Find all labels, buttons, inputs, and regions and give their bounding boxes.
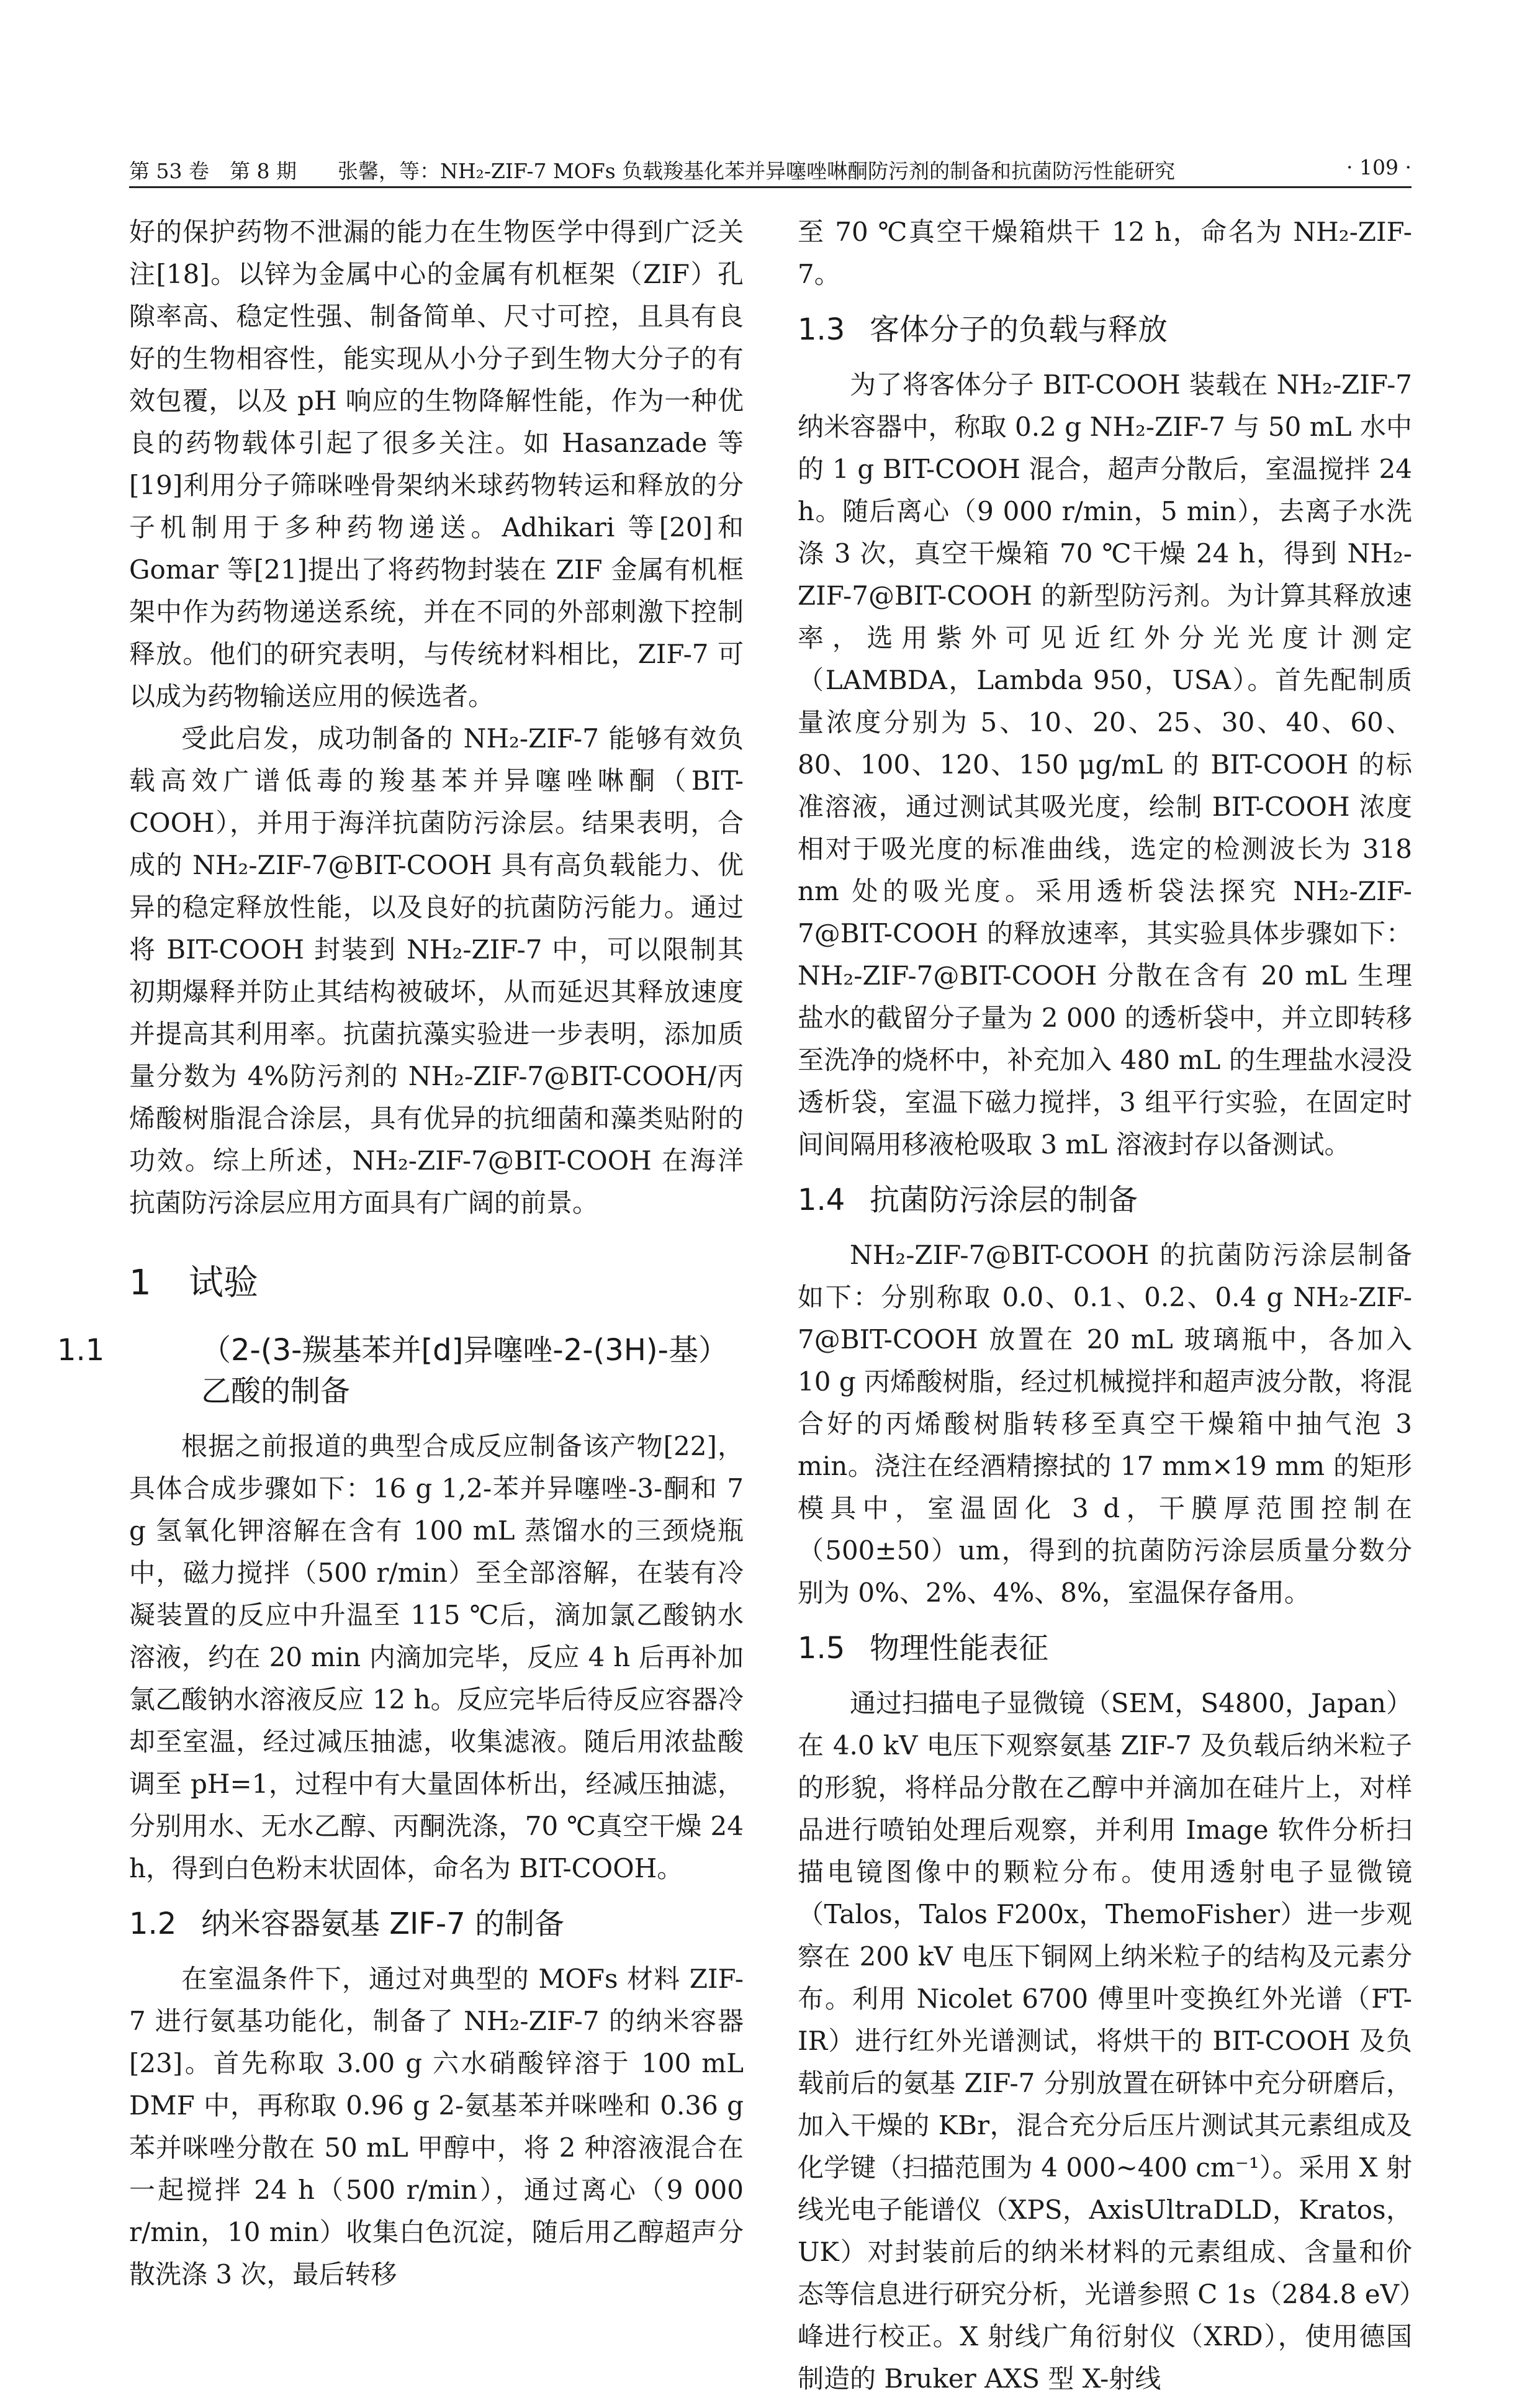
section-1-5-heading xyxy=(798,1628,1412,1669)
section-number: 1.2 xyxy=(129,1906,177,1941)
section-1-3-paragraph: 为了将客体分子 BIT-COOH 装载在 NH₂-ZIF-7 纳米容器中，称取 0.2 g NH₂-ZIF-7 与 50 mL 水中的 1 g BIT-COOH 混合，超声分散后，室温搅拌 24 h。随后离心（9 000 r/min，5 min），去离子水洗涤 3 次，真空干燥箱 70 ℃干燥 24 h，得到 NH₂-ZIF-7@BIT-COOH 的新型防污剂。为计算其释放速率，选用紫外可见近红外分光光度计测定（LAMBDA，Lambda 950，USA）。首先配制质量浓度分别为 5、10、20、25、30、40、60、80、100、120、150 μg/mL 的 BIT-COOH 的标准溶液，通过测试其吸光度，绘制 BIT-COOH 浓度相对于吸光度的标准曲线，选定的检测波长为 318 nm 处的吸光度。采用透析袋法探究 NH₂-ZIF-7@BIT-COOH 的释放速率，其实验具体步骤如下：NH₂-ZIF-7@BIT-COOH 分散在含有 20 mL 生理盐水的截留分子量为 2 000 的透析袋中，并立即转移至洗净的烧杯中，补充加入 480 mL 的生理盐水浸没透析袋，室温下磁力搅拌，3 组平行实验，在固定时间间隔用移液枪吸取 3 mL 溶液封存以备测试。 xyxy=(798,369,1412,1160)
section-1-2-paragraph: 在室温条件下，通过对典型的 MOFs 材料 ZIF-7 进行氨基功能化，制备了 NH₂-ZIF-7 的纳米容器[23]。首先称取 3.00 g 六水硝酸锌溶于 100 mL DMF 中，再称取 0.96 g 2-氨基苯并咪唑和 0.36 g 苯并咪唑分散在 50 mL 甲醇中，将 2 种溶液混合在一起搅拌 24 h（500 r/min），通过离心（9 000 r/min，10 min）收集白色沉淀，随后用乙醇超声分散洗涤 3 次，最后转移 xyxy=(129,1964,744,2289)
section-title: 抗菌防污涂层的制备 xyxy=(870,1183,1138,1217)
section-title: 试验 xyxy=(189,1263,258,1303)
section-1-heading xyxy=(129,1261,744,1305)
section-title: 物理性能表征 xyxy=(870,1631,1049,1666)
section-1-3-heading xyxy=(798,309,1412,350)
section-1-2-heading xyxy=(129,1903,744,1944)
section-1-1-paragraph: 根据之前报道的典型合成反应制备该产物[22]，具体合成步骤如下：16 g 1,2-苯并异噻唑-3-酮和 7 g 氢氧化钾溶解在含有 100 mL 蒸馏水的三颈烧瓶中，磁力搅拌（500 r/min）至全部溶解，在装有冷凝装置的反应中升温至 115 ℃后，滴加氯乙酸钠水溶液，约在 20 min 内滴加完毕，反应 4 h 后再补加氯乙酸钠水溶液反应 12 h。反应完毕后待反应容器冷却至室温，经过减压抽滤，收集滤液。随后用浓盐酸调至 pH=1，过程中有大量固体析出，经减压抽滤，分别用水、无水乙醇、丙酮洗涤，70 ℃真空干燥 24 h，得到白色粉末状固体，命名为 BIT-COOH。 xyxy=(129,1431,744,1883)
section-number: 1.3 xyxy=(798,312,845,347)
section-1-5-paragraph: 通过扫描电子显微镜（SEM，S4800，Japan）在 4.0 kV 电压下观察氨基 ZIF-7 及负载后纳米粒子的形貌，将样品分散在乙醇中并滴加在硅片上，对样品进行喷铂处理后观察，并利用 Image 软件分析扫描电镜图像中的颗粒分布。使用透射电子显微镜（Talos，Talos F200x，ThemoFisher）进一步观察在 200 kV 电压下铜网上纳米粒子的结构及元素分布。利用 Nicolet 6700 傅里叶变换红外光谱（FT-IR）进行红外光谱测试，将烘干的 BIT-COOH 及负载前后的氨基 ZIF-7 分别放置在研钵中充分研磨后，加入干燥的 KBr，混合充分后压片测试其元素组成及化学键（扫描范围为 4 000~400 cm⁻¹）。采用 X 射线光电子能谱仪（XPS，AxisUltraDLD，Kratos，UK）对封装前后的纳米材料的元素组成、含量和价态等信息进行研究分析，光谱参照 C 1s（284.8 eV）峰进行校正。X 射线广角衍射仪（XRD），使用德国制造的 Bruker AXS 型 X-射线 xyxy=(798,1688,1412,2394)
section-number: 1.1 xyxy=(57,1333,105,1368)
running-header xyxy=(129,144,1412,181)
section-title: 客体分子的负载与释放 xyxy=(870,312,1168,347)
section-1-1-heading xyxy=(57,1330,744,1412)
section-number: 1.5 xyxy=(798,1631,845,1666)
intro-paragraph-1: 好的保护药物不泄漏的能力在生物医学中得到广泛关注[18]。以锌为金属中心的金属有机框架（ZIF）孔隙率高、稳定性强、制备简单、尺寸可控，且具有良好的生物相容性，能实现从小分子到生物大分子的有效包覆，以及 pH 响应的生物降解性能，作为一种优良的药物载体引起了很多关注。如 Hasanzade 等[19]利用分子筛咪唑骨架纳米球药物转运和释放的分子机制用于多种药物递送。Adhikari 等[20]和 Gomar 等[21]提出了将药物封装在 ZIF 金属有机框架中作为药物递送系统，并在不同的外部刺激下控制释放。他们的研究表明，与传统材料相比，ZIF-7 可以成为药物输送应用的候选者。 xyxy=(129,217,744,711)
continued-paragraph: 至 70 ℃真空干燥箱烘干 12 h，命名为 NH₂-ZIF-7。 xyxy=(798,217,1412,289)
section-number: 1 xyxy=(129,1263,151,1303)
section-title: 纳米容器氨基 ZIF-7 的制备 xyxy=(201,1906,565,1941)
left-column xyxy=(57,211,744,2296)
page-number: · 109 · xyxy=(1346,155,1412,179)
section-number: 1.4 xyxy=(798,1183,845,1217)
intro-paragraph-2: 受此启发，成功制备的 NH₂-ZIF-7 能够有效负载高效广谱低毒的羧基苯并异噻唑啉酮（BIT-COOH），并用于海洋抗菌防污涂层。结果表明，合成的 NH₂-ZIF-7@BIT-COOH 具有高负载能力、优异的稳定释放性能，以及良好的抗菌防污能力。通过将 BIT-COOH 封装到 NH₂-ZIF-7 中，可以限制其初期爆释并防止其结构被破坏，从而延迟其释放速度并提高其利用率。抗菌抗藻实验进一步表明，添加质量分数为 4%防污剂的 NH₂-ZIF-7@BIT-COOH/丙烯酸树脂混合涂层，具有优异的抗细菌和藻类贴附的功效。综上所述，NH₂-ZIF-7@BIT-COOH 在海洋抗菌防污涂层应用方面具有广阔的前景。 xyxy=(129,723,744,1218)
section-1-4-heading xyxy=(798,1180,1412,1220)
section-title: （2-(3-羰基苯并[d]异噻唑-2-(3H)-基）乙酸的制备 xyxy=(201,1333,728,1409)
journal-header: 第 53 卷 第 8 期 张馨，等：NH₂-ZIF-7 MOFs 负载羧基化苯并异噻唑啉酮防污剂的制备和抗菌防污性能研究 xyxy=(129,159,1176,183)
right-column xyxy=(798,211,1412,2400)
header-rule xyxy=(129,186,1412,188)
section-1-4-paragraph: NH₂-ZIF-7@BIT-COOH 的抗菌防污涂层制备如下：分别称取 0.0、0.1、0.2、0.4 g NH₂-ZIF-7@BIT-COOH 放置在 20 mL 玻璃瓶中，各加入 10 g 丙烯酸树脂，经过机械搅拌和超声波分散，将混合好的丙烯酸树脂转移至真空干燥箱中抽气泡 3 min。浇注在经酒精擦拭的 17 mm×19 mm 的矩形模具中，室温固化 3 d，干膜厚范围控制在（500±50）um，得到的抗菌防污涂层质量分数分别为 0%、2%、4%、8%，室温保存备用。 xyxy=(798,1240,1412,1608)
